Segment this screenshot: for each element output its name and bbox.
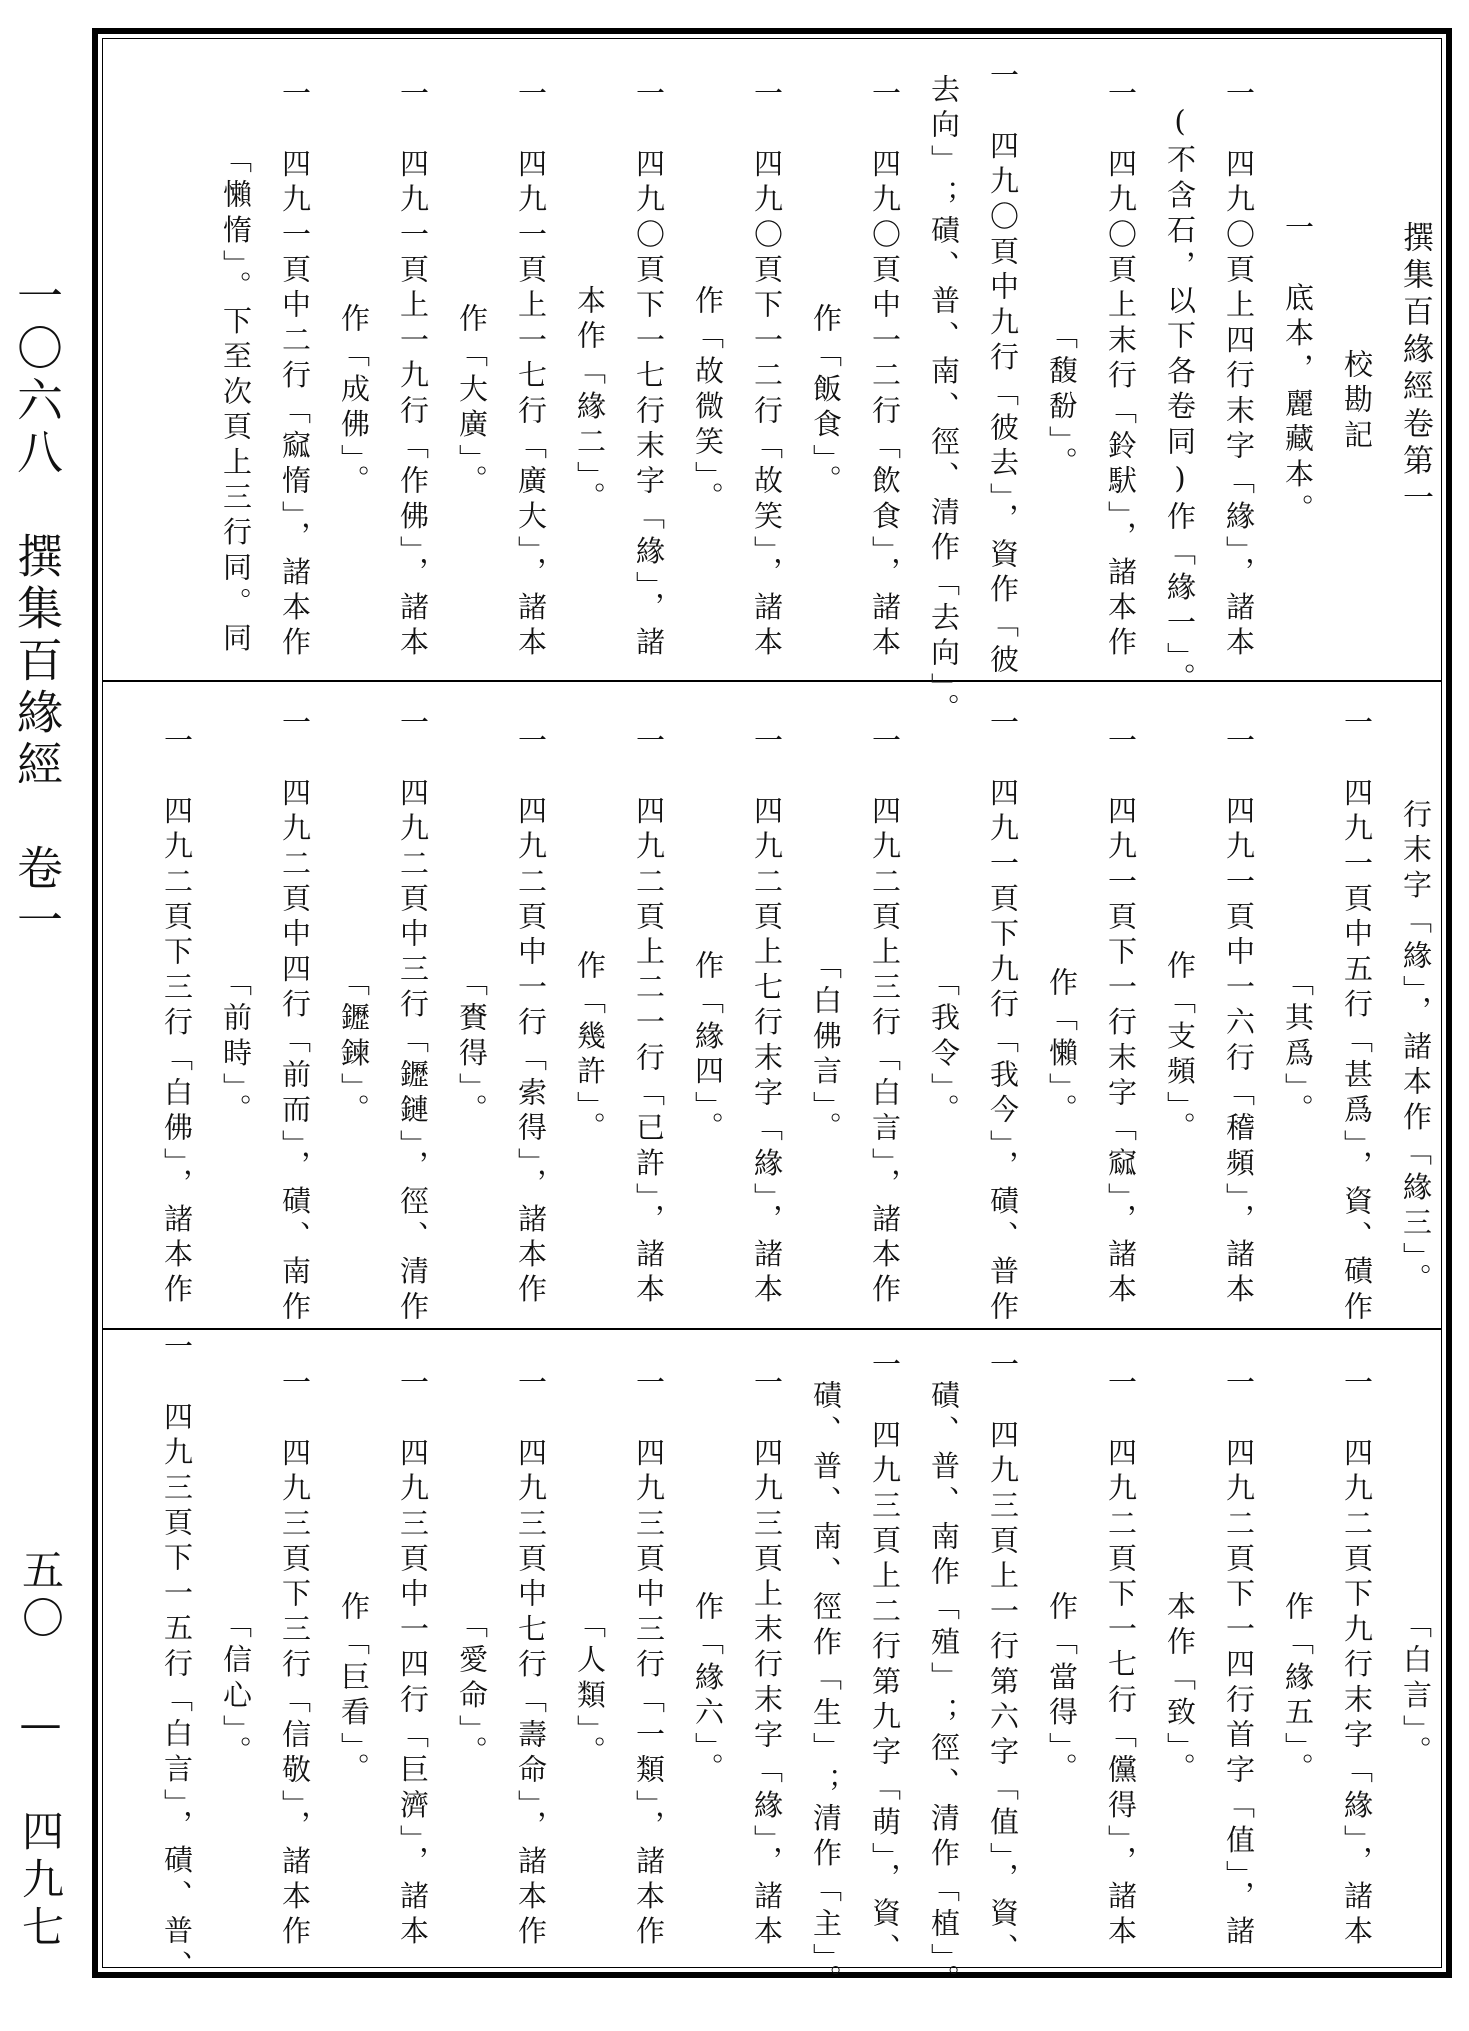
bottom-band-column: 「人類」。 [573,1608,607,1771]
top-band-column: 一 四九〇頁中一二行「飲食」，諸本 [868,78,902,662]
bottom-band-column: 一 四九三頁上一行第六字「值」，資、 [986,1348,1020,1969]
middle-band-column: 「前時」。 [219,967,253,1129]
bottom-band-column: 一 四九三頁下三行「信敬」，諸本作 [278,1366,312,1951]
middle-band-column: 作「緣四」。 [691,949,725,1147]
middle-band-column: 行末字「緣」，諸本作「緣三」。 [1399,798,1433,1298]
middle-band-column: 「我令」。 [927,967,961,1129]
middle-band-column: 一 四九一頁中一六行「稽頻」，諸本 [1222,725,1256,1309]
top-band-column: 一 四九〇頁中九行「彼去」，資作「彼 [986,60,1020,680]
bottom-band-column: 「信心」。 [219,1608,253,1771]
bottom-band-column: 磧、普、南作「殖」；徑、清作「植」。 [927,1379,961,2000]
middle-band-column: 一 四九二頁中一行「索得」，諸本作 [514,725,548,1309]
bottom-band-column: 一 四九三頁中三行「一類」，諸本作 [632,1366,666,1951]
top-band-column: 一 四九一頁中二行「窳惰」，諸本作 [278,78,312,662]
bottom-band-column: 一 四九二頁下一七行「儻得」，諸本 [1104,1366,1138,1951]
middle-band-column: 「賚得」。 [455,967,489,1129]
bottom-band-column: 一 四九三頁上末行末字「緣」，諸本 [750,1366,784,1951]
top-band-column: 一 四九〇頁下一二行「故笑」，諸本 [750,78,784,662]
middle-band-column: 作「支頻」。 [1163,949,1197,1147]
bottom-band-column: 本作「致」。 [1163,1591,1197,1788]
middle-band-column: 作「幾許」。 [573,949,607,1147]
bottom-band-column: 一 四九二頁下九行末字「緣」，諸本 [1340,1366,1374,1951]
middle-band-column: 一 四九二頁中三行「䥶鏈」，徑、清作 [396,707,430,1327]
middle-band-column: 「䥶鍊」。 [337,967,371,1129]
band-divider-top [102,680,1442,682]
middle-band-column: 作「懶」。 [1045,967,1079,1129]
middle-band-column: 一 四九一頁中五行「甚爲」，資、磧作 [1340,707,1374,1327]
top-band-column: 本作「緣二」。 [573,285,607,517]
top-band-column: 作「大廣」。 [455,302,489,500]
middle-band-column: 「白佛言」。 [809,949,843,1147]
margin-book-title: 一〇六八 撰集百緣經 卷一 [10,272,64,948]
bottom-band-column: 作「緣五」。 [1281,1591,1315,1788]
middle-band-column: 一 四九二頁上二一行「已許」，諸本 [632,725,666,1309]
top-band-column: 去向」；磧、普、南、徑、清作「去向」。 [927,73,961,729]
top-band-column: 一 四九一頁上一七行「廣大」，諸本 [514,78,548,662]
bottom-band-column: 一 四九三頁中七行「壽命」，諸本作 [514,1366,548,1951]
middle-band-column: 一 四九二頁下三行「白佛」，諸本作 [160,725,194,1309]
top-band-column: 一 四九〇頁下一七行末字「緣」，諸 [632,78,666,662]
middle-band-column: 一 四九一頁下九行「我今」，磧、普作 [986,707,1020,1327]
bottom-band-column: 作「緣六」。 [691,1591,725,1788]
top-band-column: 校勘記 [1340,349,1374,455]
top-band-column: 「懶惰」。下至次頁上三行同。同 [219,144,253,658]
top-band-column: 一 四九一頁上一九行「作佛」，諸本 [396,78,430,662]
top-band [110,60,1433,729]
top-band-column: 一 四九〇頁上末行「鈴䭾」，諸本作 [1104,78,1138,662]
bottom-band [110,1331,1433,2000]
bottom-band-column: 一 四九二頁下一四行首字「值」，諸 [1222,1366,1256,1951]
bottom-band-column: 「愛命」。 [455,1608,489,1771]
top-band-column: 作「故微笑」。 [691,285,725,517]
bottom-band-column: 磧、普、南、徑作「生」；清作「主」。 [809,1379,843,2000]
top-band-column: (不含石，以下各卷同)作「緣一」。 [1163,104,1197,698]
middle-band-column: 一 四九二頁上七行末字「緣」，諸本 [750,725,784,1309]
middle-band-column: 「其爲」。 [1281,967,1315,1129]
bottom-band-column: 一 四九三頁中一四行「巨濟」，諸本 [396,1366,430,1951]
top-band-column: 撰集百緣經卷第一 [1397,221,1433,519]
middle-band-column: 一 四九一頁下一行末字「窳」，諸本 [1104,725,1138,1309]
bottom-band-column: 作「當得」。 [1045,1591,1079,1788]
top-band-column: 一 底本，麗藏本。 [1281,211,1315,529]
bottom-band-column: 一 四九三頁上二行第九字「萌」，資、 [868,1348,902,1969]
middle-band [110,707,1433,1327]
bottom-band-column: 作「巨看」。 [337,1591,371,1788]
top-band-column: 作「飯食」。 [809,302,843,500]
top-band-column: 作「成佛」。 [337,302,371,500]
bottom-band-column: 一 四九三頁下一五行「白言」，磧、普、 [160,1331,194,1986]
top-band-column: 「馥馚」。 [1045,320,1079,482]
middle-band-column: 一 四九二頁中四行「前而」，磧、南作 [278,707,312,1327]
margin-page-number: 五〇 — 四九七 [16,1547,65,1953]
bottom-band-column: 「白言」。 [1399,1608,1433,1771]
middle-band-column: 一 四九二頁上三行「白言」，諸本作 [868,725,902,1309]
top-band-column: 一 四九〇頁上四行末字「緣」，諸本 [1222,78,1256,662]
band-divider-bottom [102,1328,1442,1330]
